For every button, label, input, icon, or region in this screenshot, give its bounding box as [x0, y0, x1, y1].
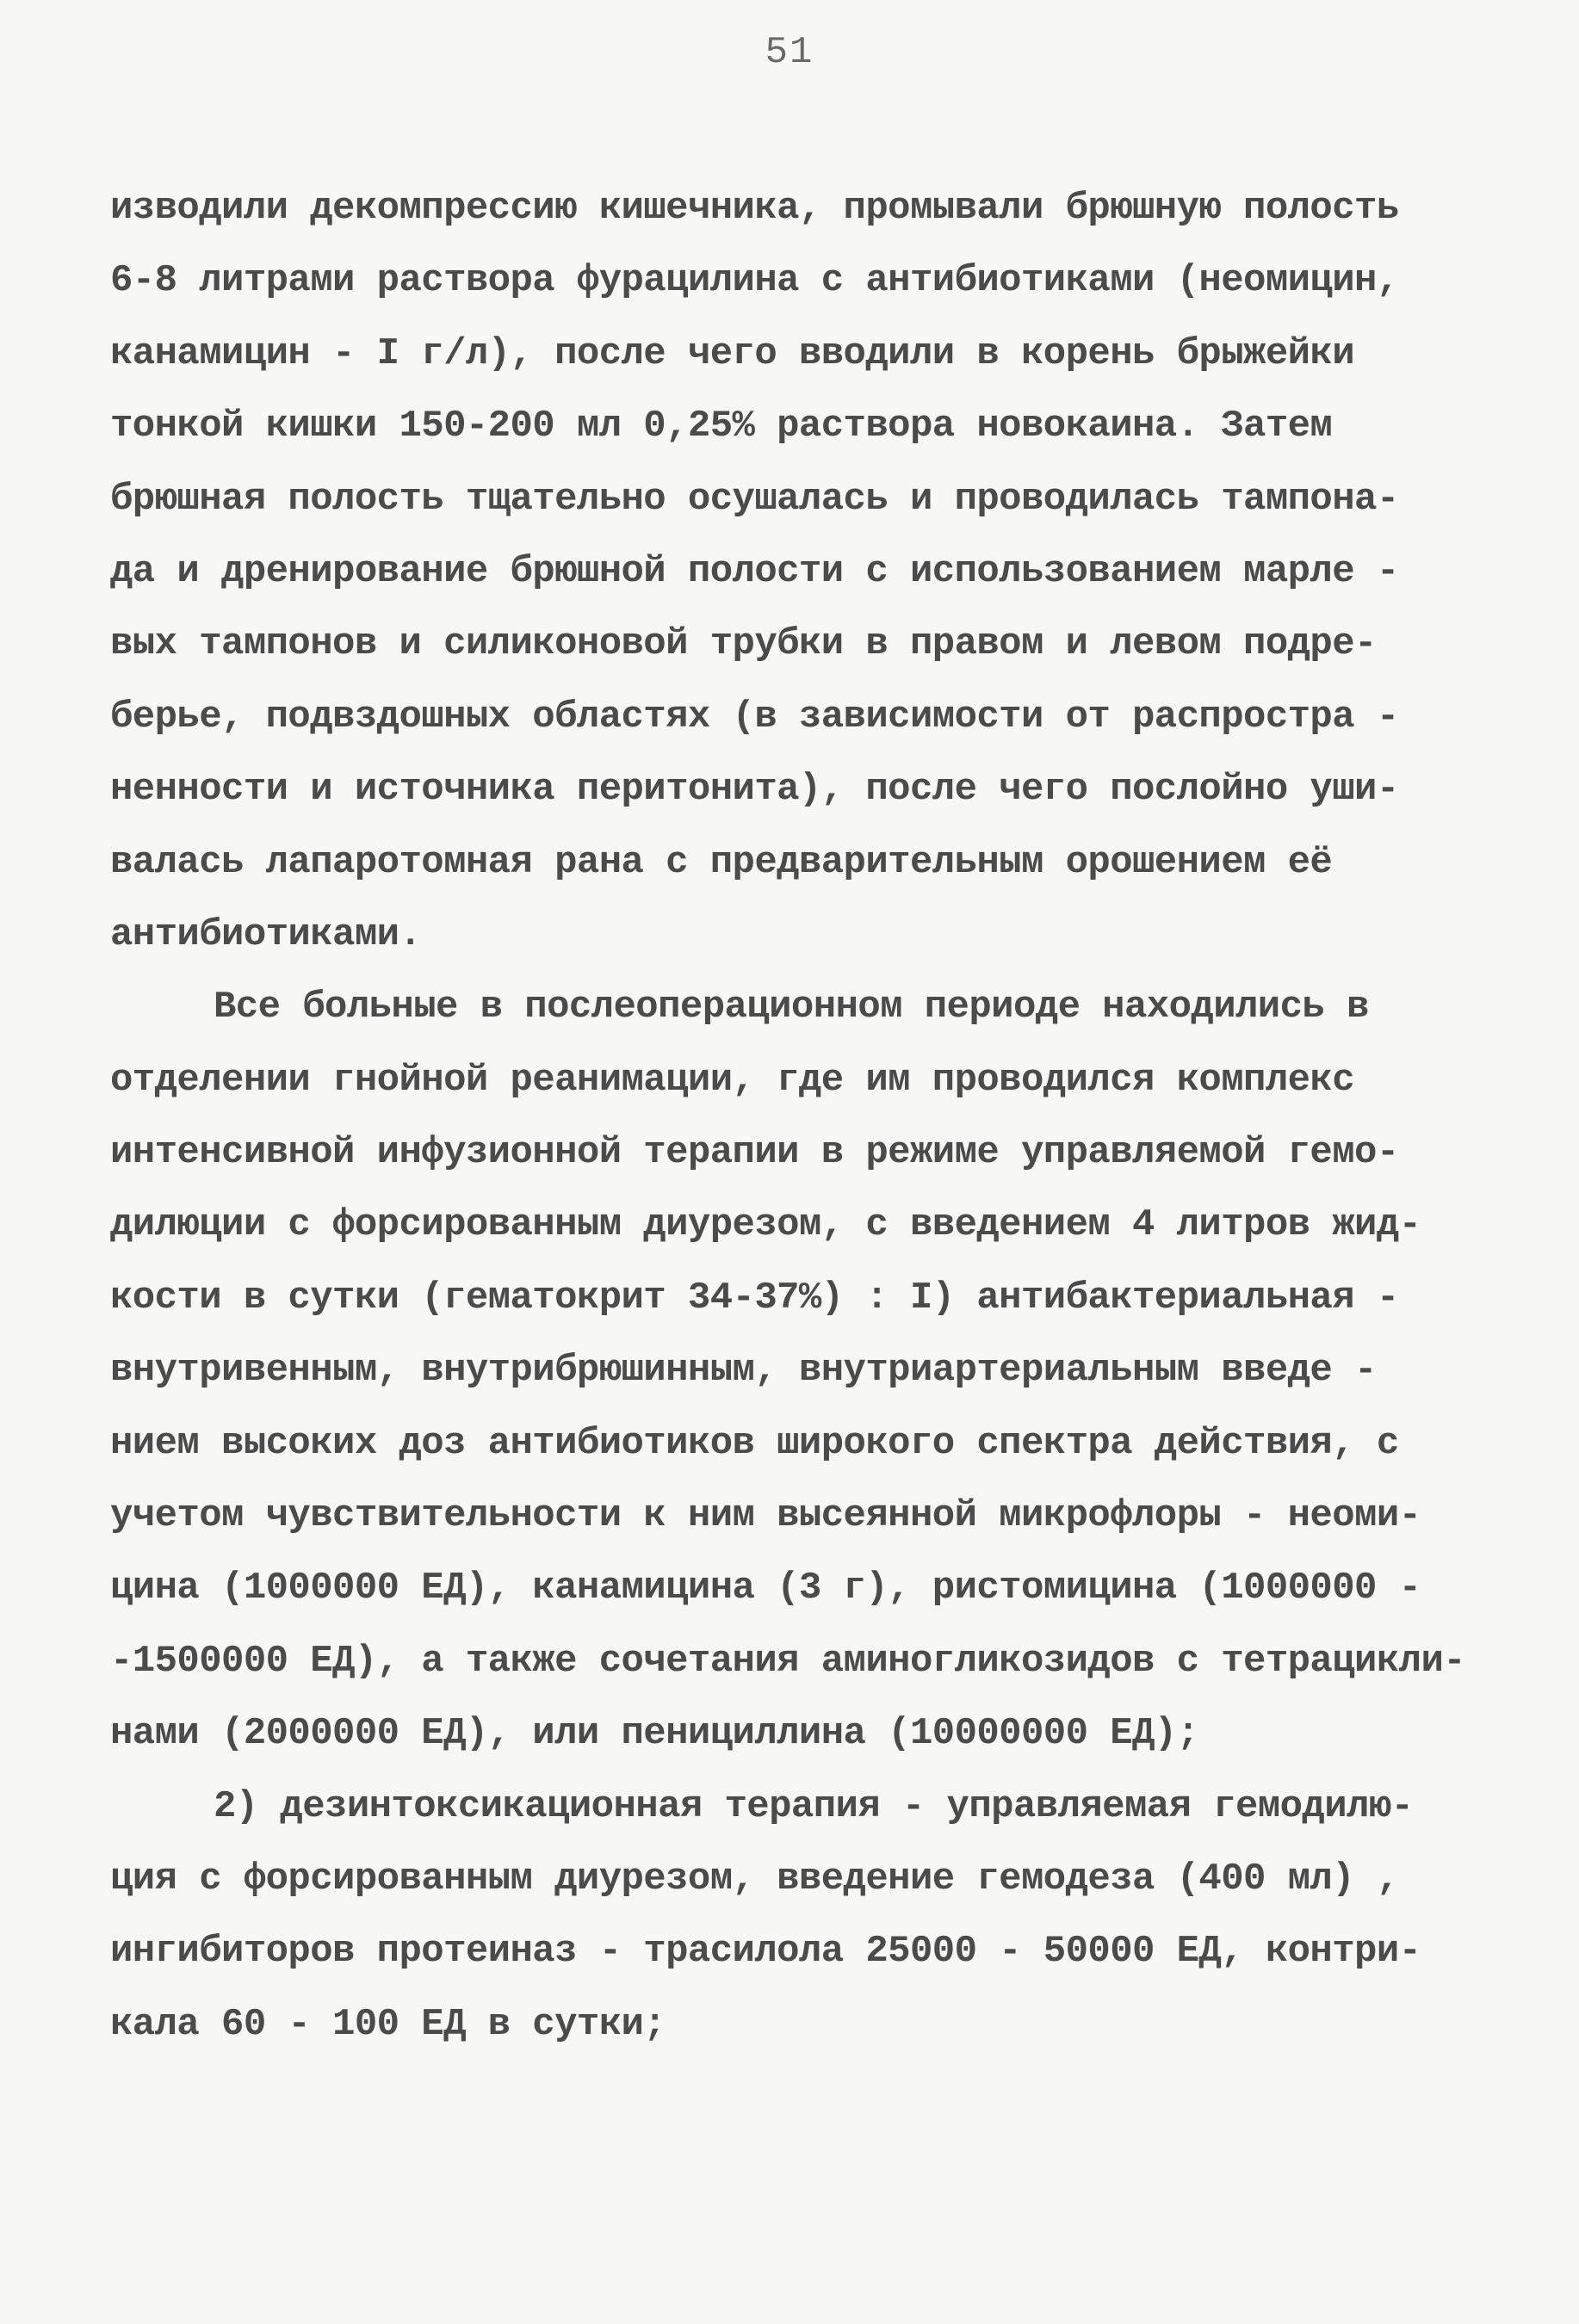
text-line: ненности и источника перитонита), после чего послойно уши-: [110, 768, 1399, 812]
body-text: [110, 172, 1471, 2061]
paragraph-start-line: 2) дезинтоксикационная терапия - управляемая гемодилю-: [214, 1784, 1414, 1828]
text-line: интенсивной инфузионной терапии в режиме управляемой гемо-: [110, 1131, 1399, 1175]
text-line: 6-8 литрами раствора фурацилина с антибиотиками (неомицин,: [110, 259, 1399, 303]
text-line: -1500000 ЕД), а также сочетания аминогликозидов с тетрацикли-: [110, 1639, 1466, 1683]
text-line: ция с форсированным диурезом, введение гемодеза (400 мл) ,: [110, 1857, 1399, 1901]
text-line: внутривенным, внутрибрюшинным, внутриартериальным введе -: [110, 1349, 1377, 1393]
paragraph-start-line: Все больные в послеоперационном периоде находились в: [214, 986, 1369, 1029]
text-line: нием высоких доз антибиотиков широкого спектра действия, с: [110, 1421, 1399, 1465]
text-line: брюшная полость тщательно осушалась и проводилась тампона-: [110, 477, 1399, 521]
text-line: отделении гнойной реанимации, где им проводился комплекс: [110, 1058, 1355, 1102]
text-line: нами (2000000 ЕД), или пенициллина (10000000 ЕД);: [110, 1712, 1199, 1756]
text-line: антибиотиками.: [110, 912, 422, 956]
text-line: кости в сутки (гематокрит 34-37%) : I) антибактериальная -: [110, 1276, 1399, 1320]
text-line: ингибиторов протеиназ - трасилола 25000 - 50000 ЕД, контри-: [110, 1930, 1421, 1974]
text-line: цина (1000000 ЕД), канамицина (3 г), ристомицина (1000000 -: [110, 1567, 1421, 1610]
text-line: канамицин - I г/л), после чего вводили в корень брыжейки: [110, 331, 1355, 375]
text-line: учетом чувствительности к ним высеянной микрофлоры - неоми-: [110, 1494, 1421, 1538]
text-line: вых тампонов и силиконовой трубки в правом и левом подре-: [110, 622, 1377, 666]
page-number: 51: [765, 31, 814, 74]
text-line: изводили декомпрессию кишечника, промывали брюшную полость: [110, 187, 1399, 230]
text-line: да и дренирование брюшной полости с использованием марле -: [110, 549, 1399, 593]
text-line: берье, подвздошных областях (в зависимости от распростра -: [110, 695, 1399, 739]
text-line: валась лапаротомная рана с предварительным орошением её: [110, 840, 1333, 884]
text-line: кала 60 - 100 ЕД в сутки;: [110, 2002, 666, 2046]
text-line: тонкой кишки 150-200 мл 0,25% раствора новокаина. Затем: [110, 405, 1333, 448]
text-line: дилюции с форсированным диурезом, с введением 4 литров жид-: [110, 1203, 1421, 1247]
